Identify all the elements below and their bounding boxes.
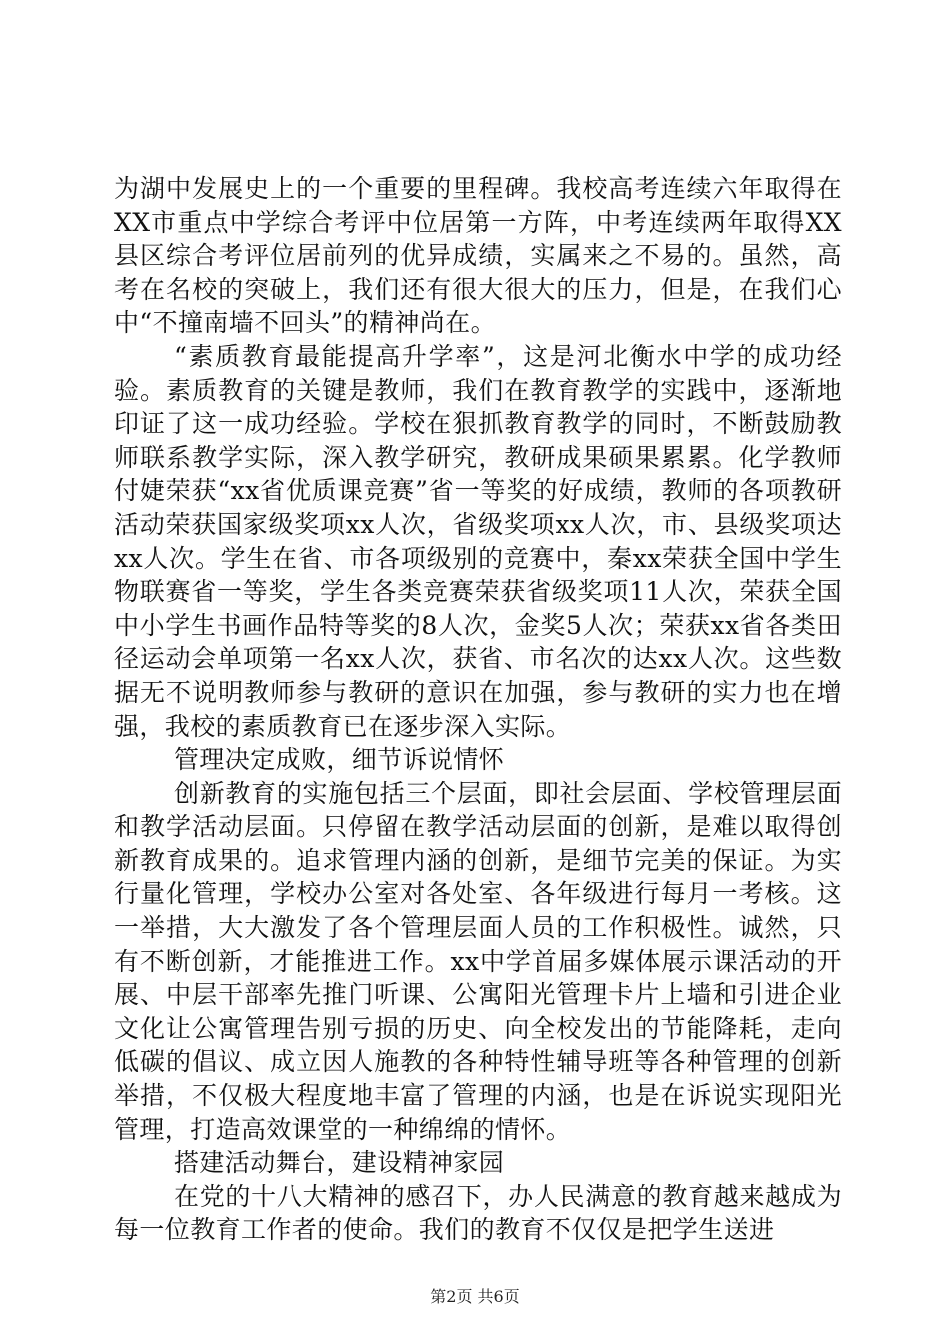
section-heading-activity-stage: 搭建活动舞台，建设精神家园 [174, 1148, 505, 1178]
document-body [114, 172, 842, 1247]
paragraph-innovation-management: 创新教育的实施包括三个层面，即社会层面、学校管理层面和教学活动层面。只停留在教学活动层面的创新，是难以取得创新教育成果的。追求管理内涵的创新，是细节完美的保证。为实行量化管理，学校办公室对各处室、各年级进行每月一考核。这一举措，大大激发了各个管理层面人员的工作积极性。诚然，只有不断创新，才能推进工作。xx中学首届多媒体展示课活动的开展、中层干部率先推门听课、公寓阳光管理卡片上墙和引进企业文化让公寓管理告别亏损的历史、向全校发出的节能降耗，走向低碳的倡议、成立因人施教的各种特性辅导班等各种管理的创新举措，不仅极大程度地丰富了管理的内涵，也是在诉说实现阳光管理，打造高效课堂的一种绵绵的情怀。 [114, 778, 842, 1144]
paragraph-continuation: 为湖中发展史上的一个重要的里程碑。我校高考连续六年取得在XX市重点中学综合考评中位居第一方阵，中考连续两年取得XX县区综合考评位居前列的优异成绩，实属来之不易的。虽然，高考在名校的突破上，我们还有很大很大的压力，但是，在我们心中“不撞南墙不回头”的精神尚在。 [114, 174, 842, 338]
paragraph-quality-education: “素质教育最能提高升学率”，这是河北衡水中学的成功经验。素质教育的关键是教师，我们在教育教学的实践中，逐渐地印证了这一成功经验。学校在狠抓教育教学的同时，不断鼓励教师联系教学实际，深入教学研究，教研成果硕果累累。化学教师付婕荣获“xx省优质课竞赛”省一等奖的好成绩，教师的各项教研活动荣获国家级奖项xx人次，省级奖项xx人次，市、县级奖项达xx人次。学生在省、市各项级别的竞赛中，秦xx荣获全国中学生物联赛省一等奖，学生各类竞赛荣获省级奖项11人次，荣获全国中小学生书画作品特等奖的8人次，金奖5人次；荣获xx省各类田径运动会单项第一名xx人次，获省、市名次的达xx人次。这些数据无不说明教师参与教研的意识在加强，参与教研的实力也在增强，我校的素质教育已在逐步深入实际。 [114, 341, 842, 741]
paragraph-party-congress: 在党的十八大精神的感召下，办人民满意的教育越来越成为每一位教育工作者的使命。我们的教育不仅仅是把学生送进 [114, 1181, 842, 1245]
section-heading-management: 管理决定成败，细节诉说情怀 [174, 745, 505, 775]
page-number-footer: 第2页 共6页 [430, 1287, 520, 1306]
